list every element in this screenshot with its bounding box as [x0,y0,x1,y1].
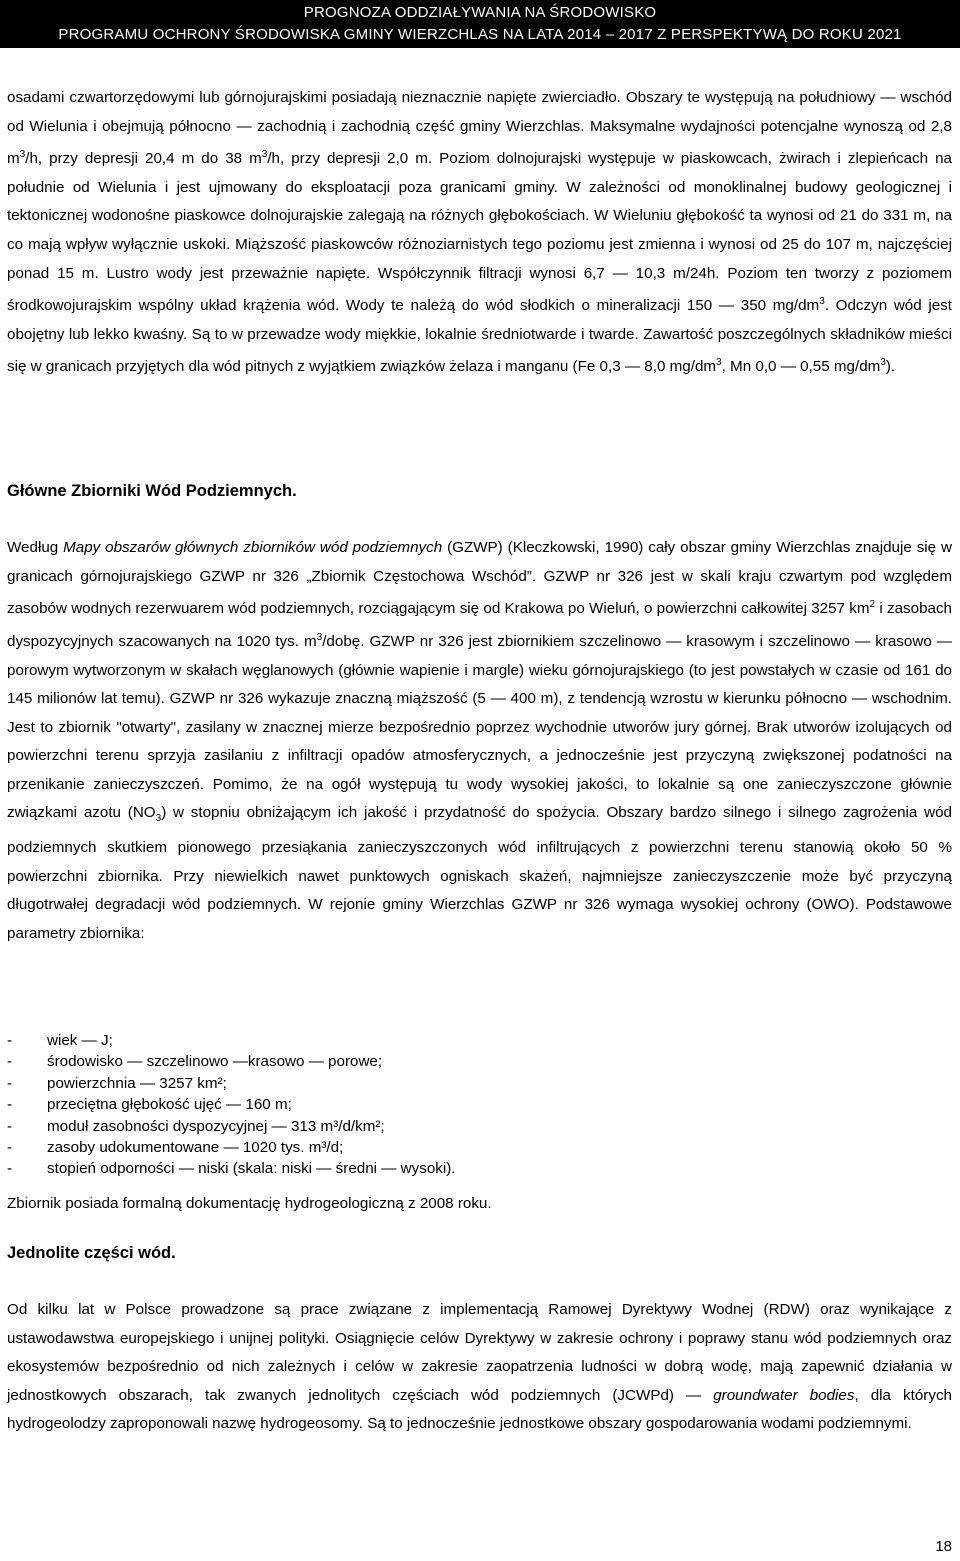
list-item: - moduł zasobności dyspozycyjnej — 313 m³/d/km²; [7,1117,385,1135]
paragraph-water-bodies: Od kilku lat w Polsce prowadzone są prace związane z implementacją Ramowej Dyrektywy Wodnej (RDW) oraz wynikające z ustawodawstwa europejskiego i unijnej polityki. Osiągnięcie celów Dyrektywy w zakresie ochrony i poprawy stanu wód podziemnych oraz ekosystemów bezpośrednio od nich zależnych i celów w zakresie zaopatrzenia ludności w dobrą wodę, mają zapewnić działania w jednostkowych obszarach, tak zwanych jednolitych częściach wód podziemnych (JCWPd) — groundwater bodies, dla których hydrogeolodzy zaproponowali nazwę hydrogeosomy. Są to jednocześnie jednostkowe obszary gospodarowania wodami podziemnymi. [7,1301,952,1433]
header-line-2: PROGRAMU OCHRONY ŚRODOWISKA GMINY WIERZCHLAS NA LATA 2014 – 2017 Z PERSPEKTYWĄ DO ROKU 2021 [58,26,902,43]
list-item: - stopień odporności — niski (skala: niski — średni — wysoki). [7,1160,456,1178]
document-header [0,0,960,48]
paragraph-documentation: Zbiornik posiada formalną dokumentację hydrogeologiczną z 2008 roku. [7,1195,492,1212]
header-line-1: PROGNOZA ODDZIAŁYWANIA NA ŚRODOWISKO [303,4,657,21]
paragraph-groundwater-levels: osadami czwartorzędowymi lub górnojurajskimi posiadają nieznacznie napięte zwierciadło. Obszary te występują na południowy — wschód od Wielunia i obejmują północno — zachodnią i zachodnią część gminy Wierzchlas. Maksymalne wydajności potencjalne wynoszą od 2,8 $m^3/h$, przy depresji 20,4 m do 38 $m^3/h$, przy depresji 2,0 m. Poziom dolnojurajski występuje w piaskowcach, żwirach i zlepieńcach na południe od Wielunia i jest ujmowany do eksploatacji poza granicami gminy. W zależności od monoklinalnej budowy geologicznej i tektonicznej wodonośne piaskowce dolnojurajskie zalegają na różnych głębokościach. W Wieluniu głębokość ta wynosi od 21 do 331 m, na co mają wpływ wyłącznie uskoki. Miąższość piaskowców różnoziarnistych tego poziomu jest zmienna i wynosi od 25 do 107 m, najczęściej ponad 15 m. Lustro wody jest przeważnie napięte. Współczynnik filtracji wynosi 6,7 — 10,3 m/24h. Poziom ten tworzy z poziomem środkowojurajskim wspólny układ krążenia wód. Wody te należą do wód słodkich o mineralizacji 150 — 350 $mg/dm^3$. Odczyn wód jest obojętny lub lekko kwaśny. Są to w przewadze wody miękkie, lokalnie średniotwarde i twarde. Zawartość poszczególnych składników mieści się w granicach przyjętych dla wód pitnych z wyjątkiem związków żelaza i manganu (Fe 0,3 — 8,0 $mg/dm^3$, Mn 0,0 — 0,55 $mg/dm^3$). [7,89,953,376]
paragraph-gzwp: Według Mapy obszarów głównych zbiorników wód podziemnych (GZWP) (Kleczkowski, 1990) cały obszar gminy Wierzchlas znajduje się w granicach górnojurajskiego GZWP nr 326 „Zbiornik Częstochowa Wschód”. GZWP nr 326 jest w skali kraju czwartym pod względem zasobów wodnych rezerwuarem wód podziemnych, rozciągającym się od Krakowa po Wieluń, o powierzchni całkowitej 3257 $km^2$ i zasobach dyspozycyjnych szacowanych na 1020 tys. $m^3$/dobę. GZWP nr 326 jest zbiornikiem szczelinowo — krasowym i szczelinowo — krasowo — porowym wytworzonym w skałach węglanowych (głównie wapienie i margle) wieku górnojurajskiego (to jest powstałych w czasie od 161 do 145 milionów lat temu). GZWP nr 326 wykazuje znaczną miąższość (5 — 400 m), z tendencją wzrostu w kierunku północno — wschodnim. Jest to zbiornik "otwarty", zasilany w znacznej mierze bezpośrednio poprzez wychodnie utworów jury górnej. Brak utworów izolujących od powierzchni terenu sprzyja zasilaniu z infiltracji opadów atmosferycznych, a jednocześnie jest przyczyną zwiększonej podatności na przenikanie zanieczyszczeń. Pomimo, że na ogół występują tu wody wysokiej jakości, to lokalnie są one zanieczyszczone głównie związkami azotu $(NO_3)$ w stopniu obniżającym ich jakość i przydatność do spożycia. Obszary bardzo silnego i silnego zagrożenia wód podziemnych skutkiem pionowego przesiąkania zanieczyszczonych wód infiltrujących z powierzchni terenu stanowią około 50 % powierzchni zbiornika. Przy niewielkich nawet punktowych ogniskach skażeń, najmniejsze zanieczyszczenie może być przyczyną długotrwałej degradacji wód podziemnych. W rejonie gminy Wierzchlas GZWP nr 326 wymaga wysokiej ochrony (OWO). Podstawowe parametry zbiornika: [7,539,953,942]
list-item: - środowisko — szczelinowo —krasowo — porowe; [7,1053,383,1071]
page-number: 18 [935,1538,952,1555]
section-heading-water-bodies: Jednolite części wód. [7,1244,176,1262]
section-heading-gzwp: Główne Zbiorniki Wód Podziemnych. [7,482,297,500]
list-item: - zasoby udokumentowane — 1020 tys. m³/d; [7,1139,344,1157]
list-item: - powierzchnia — 3257 km²; [7,1074,227,1092]
list-item: - przeciętna głębokość ujęć — 160 m; [7,1096,292,1114]
reservoir-parameters-list [7,1030,456,1180]
list-item: - wiek — J; [7,1032,113,1049]
